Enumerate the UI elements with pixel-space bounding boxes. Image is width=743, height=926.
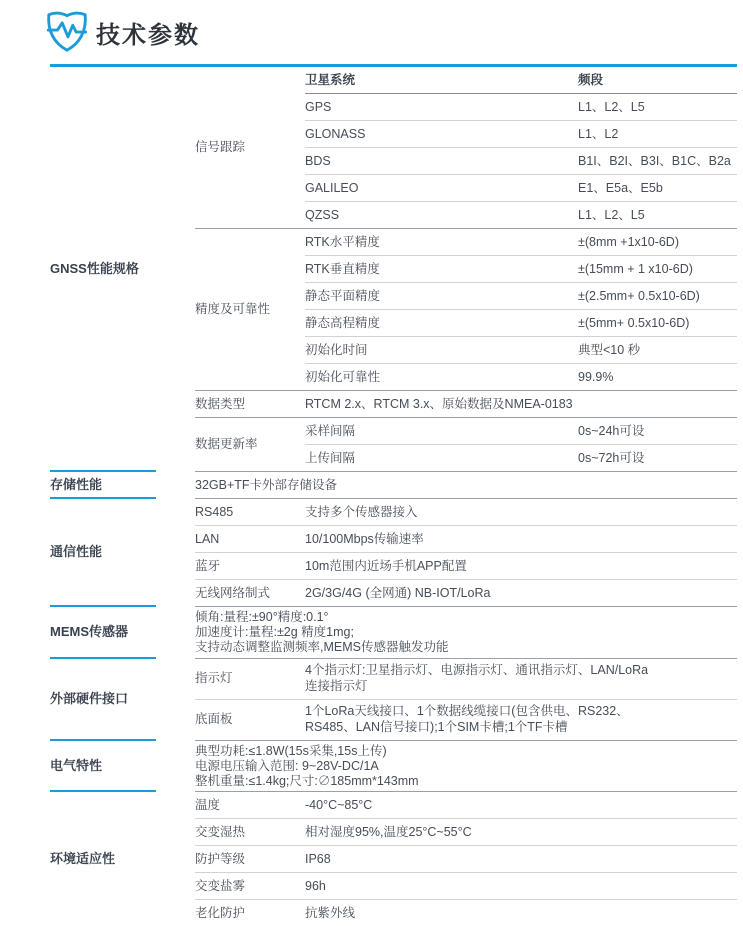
spec-text-line: 倾角:量程:±90°精度:0.1° (195, 610, 329, 624)
spec-name: 上传间隔 (305, 450, 356, 465)
spec-value: ±(8mm +1x10-6D) (578, 234, 679, 249)
satellite-row (305, 121, 737, 148)
spec-row (305, 283, 737, 310)
spec-text-block (195, 741, 737, 792)
section-gnss (50, 67, 737, 471)
spec-name: 无线网络制式 (195, 585, 271, 600)
spec-value: 支持多个传感器接入 (305, 504, 418, 519)
section-label-cell (50, 498, 195, 606)
spec-name: 采样间隔 (305, 423, 356, 438)
spec-row (195, 792, 737, 819)
group-accuracy (195, 228, 737, 390)
spec-row (195, 580, 737, 606)
group-label-cell (195, 229, 305, 390)
spec-row (305, 256, 737, 283)
spec-value: 4个指示灯:卫星指示灯、电源指示灯、通讯指示灯、LAN/LoRa连接指示灯 (305, 663, 649, 693)
spec-name (195, 391, 305, 417)
section-body (195, 471, 737, 498)
spec-name: 底面板 (195, 712, 233, 727)
spec-row (195, 659, 737, 700)
satellite-bands: B1I、B2I、B3I、B1C、B2a (578, 153, 731, 168)
spec-value: 1个LoRa天线接口、1个数据线缆接口(包含供电、RS232、RS485、LAN信号接口);1个SIM卡槽;1个TF卡槽 (305, 704, 629, 734)
spec-name: 老化防护 (195, 905, 246, 920)
spec-row (305, 445, 737, 471)
group-signal-tracking (195, 67, 737, 228)
satellite-system: GLONASS (305, 126, 366, 141)
spec-row (195, 499, 737, 526)
spec-row (305, 364, 737, 390)
satellite-bands: L1、L2 (578, 126, 619, 141)
spec-row (305, 229, 737, 256)
satellite-system: GALILEO (305, 180, 359, 195)
spec-text-line: 电源电压输入范围: 9~28V-DC/1A (195, 758, 379, 773)
spec-value: 10/100Mbps传输速率 (305, 531, 424, 546)
group-update-rate (195, 417, 737, 471)
spec-name: 初始化可靠性 (305, 369, 381, 384)
spec-row (305, 310, 737, 337)
spec-row (195, 526, 737, 553)
satellite-bands: L1、L2、L5 (578, 207, 645, 222)
section-label: 环境适应性 (50, 850, 116, 866)
spec-text-line: 整机重量:≤1.4kg;尺寸:∅185mm*143mm (195, 774, 419, 789)
spec-value: 抗紫外线 (305, 905, 356, 920)
spec-name: 静态高程精度 (305, 315, 381, 330)
section-body (195, 740, 737, 792)
section-mems (50, 606, 737, 658)
section-label: 通信性能 (50, 544, 103, 560)
section-body (195, 67, 737, 471)
section-label: MEMS传感器 (50, 624, 129, 639)
spec-value: -40°C~85°C (305, 797, 373, 812)
spec-value: 相对湿度95%,温度25°C~55°C (305, 824, 472, 839)
satellite-table-header (305, 67, 737, 94)
satellite-system: GPS (305, 99, 332, 114)
satellite-row (305, 148, 737, 175)
spec-value: 10m范围内近场手机APP配置 (305, 558, 467, 573)
spec-name: RTK垂直精度 (305, 261, 380, 276)
group-label: 精度及可靠性 (195, 302, 271, 316)
spec-text-line: 典型功耗:≤1.8W(15s采集,15s上传) (195, 743, 387, 758)
section-electrical (50, 740, 737, 792)
spec-name-label: 数据类型 (195, 396, 246, 411)
spec-name: 交变湿热 (195, 824, 246, 839)
satellite-bands: E1、E5a、E5b (578, 180, 663, 195)
spec-row (195, 700, 737, 740)
spec-row (305, 337, 737, 364)
col-header-system: 卫星系统 (305, 72, 356, 87)
section-label-cell (50, 67, 195, 471)
satellite-system: QZSS (305, 207, 340, 222)
spec-name: RTK水平精度 (305, 234, 380, 249)
page-header (0, 0, 743, 64)
section-communication (50, 498, 737, 606)
satellite-system: BDS (305, 153, 331, 168)
group-label-cell (195, 418, 305, 471)
section-storage (50, 471, 737, 498)
spec-table (50, 67, 737, 926)
section-body (195, 606, 737, 658)
shield-pulse-icon (44, 9, 90, 55)
spec-row (195, 553, 737, 580)
spec-name: RS485 (195, 504, 234, 519)
section-label: 电气特性 (50, 757, 103, 773)
spec-row (305, 418, 737, 445)
spec-value: 2G/3G/4G (全网通) NB-IOT/LoRa (305, 585, 491, 600)
section-label-cell (50, 791, 195, 926)
spec-value: ±(2.5mm+ 0.5x10-6D) (578, 288, 700, 303)
spec-row (195, 873, 737, 900)
section-label-cell (50, 740, 195, 792)
spec-value: 典型<10 秒 (578, 342, 641, 357)
section-label-cell (50, 471, 195, 498)
spec-name: 温度 (195, 797, 221, 812)
spec-value: 0s~72h可设 (578, 450, 645, 465)
satellite-row (305, 175, 737, 202)
satellite-row (305, 94, 737, 121)
spec-value: 99.9% (578, 369, 614, 384)
satellite-bands: L1、L2、L5 (578, 99, 645, 114)
group-label: 信号跟踪 (195, 140, 246, 154)
section-label: GNSS性能规格 (50, 261, 139, 277)
spec-name: 指示灯 (195, 671, 233, 686)
group-label-cell (195, 67, 305, 228)
spec-name: 防护等级 (195, 851, 246, 866)
section-body (195, 791, 737, 926)
section-hardware (50, 658, 737, 740)
spec-value: ±(15mm + 1 x10-6D) (578, 261, 693, 276)
spec-text-line: 支持动态调整监测频率,MEMS传感器触发功能 (195, 640, 449, 655)
spec-name: 蓝牙 (195, 558, 221, 573)
spec-value: 96h (305, 878, 326, 893)
spec-name: 交变盐雾 (195, 878, 246, 893)
spec-name: 初始化时间 (305, 342, 368, 357)
spec-value: 32GB+TF卡外部存储设备 (195, 477, 338, 492)
spec-text-block (195, 607, 737, 658)
spec-row (195, 819, 737, 846)
spec-value: IP68 (305, 851, 331, 866)
spec-value: RTCM 2.x、RTCM 3.x、原始数据及NMEA-0183 (305, 396, 573, 411)
page-title: 技术参数 (96, 21, 200, 49)
section-body (195, 658, 737, 740)
spec-name: 静态平面精度 (305, 288, 381, 303)
group-label: 数据更新率 (195, 437, 258, 451)
spec-row (195, 846, 737, 873)
section-environment (50, 791, 737, 926)
section-label: 外部硬件接口 (50, 690, 129, 706)
col-header-bands: 频段 (578, 72, 604, 87)
spec-row (195, 900, 737, 926)
section-label-cell (50, 658, 195, 740)
spec-name: LAN (195, 531, 220, 546)
section-label-cell (50, 606, 195, 658)
spec-text-line: 加速度计:量程:±2g 精度1mg; (195, 625, 354, 640)
row-data-type (195, 390, 737, 417)
spec-value: 0s~24h可设 (578, 423, 645, 438)
section-body (195, 498, 737, 606)
spec-value: ±(5mm+ 0.5x10-6D) (578, 315, 690, 330)
section-label: 存储性能 (50, 476, 103, 492)
satellite-row (305, 202, 737, 228)
